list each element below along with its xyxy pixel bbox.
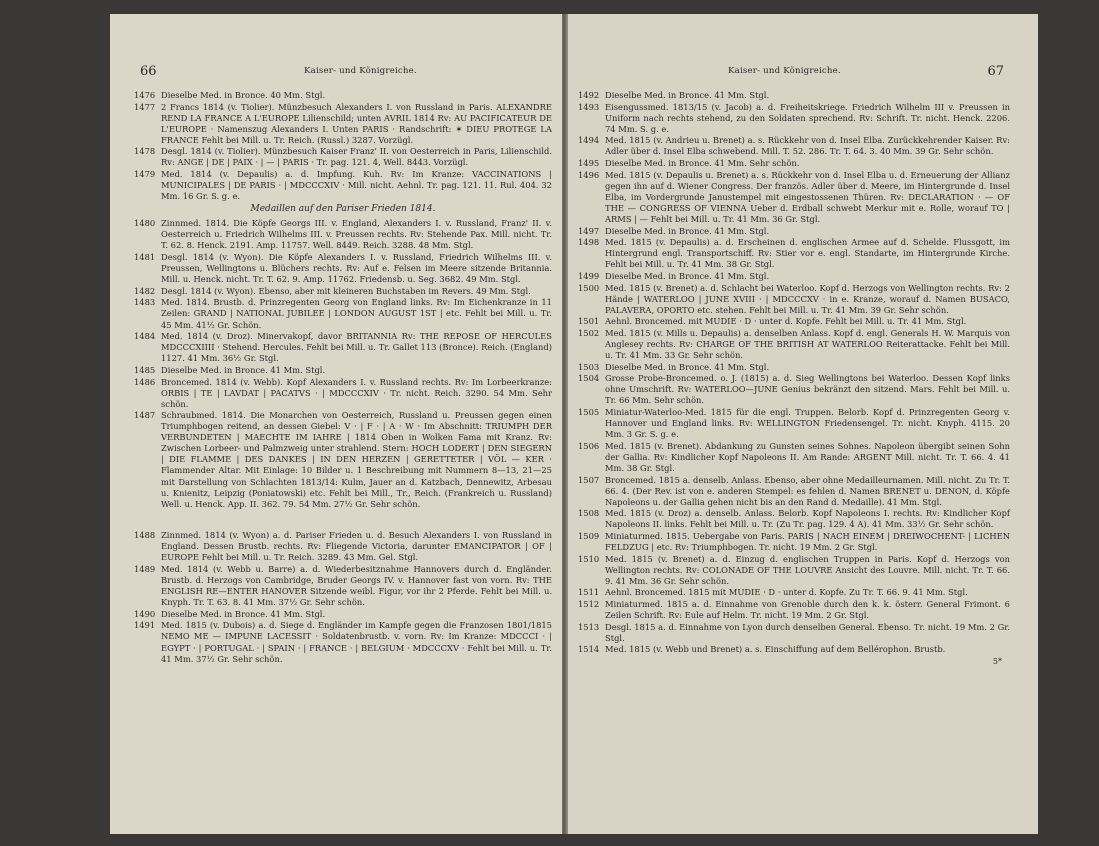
entry-number: 1491 [134,620,156,631]
running-title: Kaiser- und Königreiche. [304,66,417,76]
catalog-entry [134,377,552,410]
entry-text: Dieselbe Med. in Bronce. 41 Mm. Stgl. [161,364,326,375]
catalog-entry [134,102,552,146]
catalog-entry [578,587,1010,598]
catalog-entry [578,508,1010,530]
entry-number: 1498 [578,237,600,248]
catalog-entry [578,644,1010,655]
catalog-entry [578,407,1010,440]
catalog-entry [578,271,1010,282]
entry-text: Dieselbe Med. in Bronce. 41 Mm. Stgl. [605,361,770,372]
catalog-entry [134,564,552,608]
catalog-entry [578,599,1010,621]
entry-text: Med. 1814 (v. Droz). Minervakopf, davor BRITANNIA Rv: THE REPOSE OF HERCULES MDCCCXIIII · Stehend. Hercules. Fehlt bei Mill. u. Tr. Gallet 113 (Bronce). Reich. (England) 1127. 41 Mm. 36½ Gr. Stgl. [161,331,552,364]
catalog-entry [134,252,552,285]
right-page [568,14,1038,834]
left-page [110,14,562,834]
catalog-entry [578,475,1010,508]
entry-text: Med. 1815 (v. Webb und Brenet) a. s. Einschiffung auf dem Bellérophon. Brustb. [605,644,946,655]
entry-number: 1500 [578,282,600,293]
catalog-entry [578,316,1010,327]
entry-number: 1509 [578,530,600,541]
entry-number: 1482 [134,285,156,296]
entry-number: 1493 [578,101,600,112]
entry-text: Dieselbe Med. in Bronce. 41 Mm. Sehr schön. [605,158,800,169]
entry-text: Med. 1815 (v. Andrieu u. Brenet) a. s. Rückkehr von d. Insel Elba. Zurückkehrender Kaiser. Rv: Adler über d. Insel Elba schwebend. Mill. T. 52. 286. Tr. T. 64. 3. 40 Mm. 39 Gr. Sehr schön. [605,135,1010,157]
catalog-entry [578,373,1010,406]
left-entries [134,90,552,665]
entry-text: Aehnl. Broncemed. 1815 mit MUDIE · D · unter d. Kopfe. Zu Tr. T. 66. 9. 41 Mm. Stgl. [605,587,968,598]
catalog-entry [134,331,552,364]
entry-text: Med. 1815 (v. Brenet). Abdankung zu Gunsten seines Sohnes. Napoleon übergibt seinen Sohn der Gallia. Rv: Kindlicher Kopf Napoleons II. Am Rande: ARGENT Mill. nicht. Tr. T. 66. 4. 41 Mm. 38 Gr. Stgl. [605,440,1010,473]
entry-text: 2 Francs 1814 (v. Tiolier). Münzbesuch Alexanders I. von Russland in Paris. ALEXANDRE REND LA FRANCE A L'EUROPE Lilienschild; unten AVRIL 1814 Rv: AU PACIFICATEUR DE L'EUROPE · Namenszug Alexanders I. Unten PARIS · Randschrift: ✶ DIEU PROTEGE LA FRANCE Fehlt bei Mill. u. Tr. Reich. (Russl.) 3287. Vorzügl. [161,101,552,145]
entry-number: 1505 [578,407,600,418]
entry-number: 1488 [134,530,156,541]
entry-text: Schraubmed. 1814. Die Monarchen von Oesterreich, Russland u. Preussen gegen einen Triumphbogen reitend, an dessen Giebel: V · | F · | A · W · Im Abschnitt: TRIUMPH DER VERBUNDETEN | MAECHTE IM IAHRE | 1814 Oben in Wolken Fama mit Kranz. Rv: Zwischen Lorbeer- und Palmzweig unter strahlend. Stern: HOCH LODERT | DEN SIEGERN | DIE FLAMME | DES DANKES | IN DEN HERZEN | GERETTETER | VÖL — KER · Flammender Altar. Mit Einlage: 10 Bilder u. 1 Beschreibung mit Nummern 8—13, 21—25 mit Darstellung von Schlachten 1813/14: Kulm, Jauer an d. Katzbach, Dennewitz, Arbesau u. Knienitz, Leipzig (Poniatowski) etc. Fehlt bei Mill., Tr., Reich. (Frankreich u. Russland) Well. u. Henck. App. II. 362. 79. 54 Mm. 27½ Gr. Sehr schön. [161,410,552,509]
section-title: Medaillen auf den Pariser Frieden 1814. [250,204,436,215]
entries-list [578,90,1010,655]
entry-text: Grosse Probe-Broncemed. o. J. (1815) a. d. Sieg Wellingtons bei Waterloo. Dessen Kopf links ohne Umschrift. Rv: WATERLOO—JUNE Genius bekränzt den sitzend. Mars. Fehlt bei Mill. u. Tr. 66 Mm. Sehr schön. [605,373,1010,406]
catalog-entry [134,620,552,664]
catalog-entry [578,622,1010,644]
entry-text: Med. 1814 (v. Depaulis) a. d. Impfung. Kuh. Rv: Im Kranze: VACCINATIONS | MUNICIPALES | DE PARIS · | MDCCCXIV · Mill. nicht. Aehnl. Tr. pag. 121. 11. Rul. 404. 32 Mm. 16 Gr. S. g. e. [161,169,552,202]
entry-number: 1497 [578,225,600,236]
catalog-entry [578,170,1010,225]
entry-text: Broncemed. 1815 a. denselb. Anlass. Ebenso, aber ohne Medailleurnamen. Mill. nicht. Zu Tr. T. 66. 4. (Der Rev. ist von e. anderen Stempel: es fehlen d. Namen BRENET u. DENON, d. Köpfe Napoleons u. der Gallia gehen nicht bis an den Rand d. Medaille). 41 Mm. Stgl. [605,474,1010,507]
entry-text: Med. 1815 (v. Depaulis) a. d. Erscheinen d. englischen Armee auf d. Schelde. Flussgott, im Hintergrund engl. Transportschiff. Rv: Stier vor e. engl. Standarte, im Hintergrunde Kirche. Fehlt bei Mill. u. Tr. 41 Mm. 38 Gr. Stgl. [605,237,1010,270]
entry-number: 1507 [578,474,600,485]
right-running-head [578,64,1010,82]
entry-text: Miniaturmed. 1815. Uebergabe von Paris. PARIS | NACH EINEM | DREIWOCHENT- | LICHEN FELDZUG | etc. Rv: Triumphbogen. Tr. nicht. 19 Mm. 2 Gr. Stgl. [605,530,1010,552]
right-entries [578,90,1010,667]
entry-number: 1480 [134,218,156,229]
catalog-entry [134,609,552,620]
entry-number: 1508 [578,508,600,519]
running-title: Kaiser- und Königreiche. [728,66,841,76]
entry-number: 1511 [578,587,600,598]
catalog-entry [578,283,1010,316]
catalog-entry [134,410,552,509]
entry-number: 1504 [578,373,600,384]
entry-number: 1513 [578,621,600,632]
entry-number: 1486 [134,376,156,387]
catalog-entry [134,530,552,563]
entries-bottom [134,530,552,664]
catalog-entry [578,102,1010,135]
catalog-entry [134,297,552,330]
entry-number: 1495 [578,158,600,169]
catalog-entry [578,441,1010,474]
blank-space [134,510,552,530]
catalog-entry [134,286,552,297]
entry-text: Desgl. 1814 (v. Wyon). Ebenso, aber mit kleineren Buchstaben im Revers. 49 Mm. Stgl. [161,285,531,296]
entry-number: 1510 [578,553,600,564]
catalog-entry [578,531,1010,553]
entries-before [134,90,552,202]
entry-number: 1494 [578,135,600,146]
entry-text: Desgl. 1814 (v. Wyon). Die Köpfe Alexanders I. v. Russland, Friedrich Wilhelms III. v. Preussen, Wellingtons u. Blüchers rechts. Rv: Auf e. Felsen im Meere sitzende Britannia. Mill. u. Henck. nicht. Tr. T. 62. 9. Amp. 11762. Friedensb. u. Seg. 3682. 49 Mm. Stgl. [161,252,552,285]
catalog-entry [578,237,1010,270]
entry-number: 1485 [134,364,156,375]
entry-text: Miniaturmed. 1815 a. d. Einnahme von Grenoble durch den k. k. österr. General Frimont. 6 Zeilen Schrift. Rv: Eule auf Helm. Tr. nicht. 19 Mm. 2 Gr. Stgl. [605,598,1010,621]
entry-text: Dieselbe Med. in Bronce. 41 Mm. Stgl. [161,608,326,619]
entry-text: Dieselbe Med. in Bronce. 41 Mm. Stgl. [605,90,770,100]
page-number: 67 [987,64,1004,79]
entry-number: 1490 [134,608,156,619]
entry-number: 1487 [134,410,156,421]
entry-number: 1476 [134,90,156,100]
entry-number: 1489 [134,564,156,574]
entries-after [134,218,552,509]
entry-number: 1481 [134,252,156,263]
entry-text: Desgl. 1815 a. d. Einnahme von Lyon durch denselben General. Ebenso. Tr. nicht. 19 Mm. 2 Gr. Stgl. [605,621,1010,643]
entry-text: Med. 1815 (v. Dubois) a. d. Siege d. Engländer im Kampfe gegen die Franzosen 1801/1815 NEMO ME — IMPUNE LACESSIT · Soldatenbrustb. v. vorn. Rv: Im Kranze: MDCCCI · | EGYPT · | PORTUGAL · | SPAIN · | FRANCE · | BELGIUM · MDCCCXV · Fehlt bei Mill. u. Tr. 41 Mm. 37½ Gr. Sehr schön. [161,620,552,664]
entry-text: Dieselbe Med. in Bronce. 41 Mm. Stgl. [605,225,770,236]
catalog-entry [134,169,552,202]
catalog-entry [578,135,1010,157]
entry-number: 1514 [578,644,600,655]
entry-text: Miniatur-Waterloo-Med. 1815 für die engl. Truppen. Belorb. Kopf d. Prinzregenten Georg v. Hannover und England links. Rv: WELLINGTON Friedensengel. Tr. nicht. Knyph. 4115. 20 Mm. 3 Gr. S. g. e. [605,407,1010,440]
entry-number: 1502 [578,327,600,338]
entry-number: 1484 [134,331,156,342]
entry-text: Broncemed. 1814 (v. Webb). Kopf Alexanders I. v. Russland rechts. Rv: Im Lorbeerkranze: ORBIS | TE | LAVDAT | PACATVS · | MDCCCXIV · Tr. nicht. Reich. 3290. 54 Mm. Sehr schön. [161,376,552,409]
entry-number: 1496 [578,169,600,180]
entry-number: 1499 [578,270,600,281]
entry-number: 1479 [134,169,156,180]
catalog-entry [578,90,1010,101]
entry-number: 1477 [134,101,156,112]
entry-text: Med. 1815 (v. Droz) a. denselb. Anlass. Belorb. Kopf Napoleons I. rechts. Rv: Kindlicher Kopf Napoleons II. links. Fehlt bei Mill. u. Tr. (Zu Tr. pag. 129. 4 A). 41 Mm. 33½ Gr. Sehr schön. [605,508,1010,530]
left-running-head [134,64,552,82]
entry-number: 1478 [134,146,156,157]
entry-text: Aehnl. Broncemed. mit MUDIE · D · unter d. Kopfe. Fehlt bei Mill. u. Tr. 41 Mm. Stgl. [605,316,967,327]
entry-text: Zinnmed. 1814. Die Köpfe Georgs III. v. England, Alexanders I. v. Russland, Franz' II. v. Oesterreich u. Friedrich Wilhelms III. v. Preussen rechts. Rv: Stehende Pax. Mill. nicht. Tr. T. 62. 8. Henck. 2191. Amp. 11757. Well. 8449. Reich. 3288. 48 Mm. Stgl. [161,218,552,251]
catalog-entry [134,90,552,101]
entry-text: Med. 1815 (v. Brenet) a. d. Einzug d. englischen Truppen in Paris. Kopf d. Herzogs von Wellington rechts. Rv: COLONADE OF THE LOUVRE Ansicht des Louvre. Mill. nicht. Tr. T. 66. 9. 41 Mm. 36 Gr. Sehr schön. [605,553,1010,586]
entry-number: 1492 [578,90,600,100]
catalog-entry [134,146,552,168]
catalog-entry [134,365,552,376]
entry-text: Dieselbe Med. in Bronce. 41 Mm. Stgl. [605,270,770,281]
catalog-entry [578,226,1010,237]
entry-number: 1501 [578,316,600,327]
entry-number: 1483 [134,297,156,308]
entry-text: Med. 1815 (v. Depaulis u. Brenet) a. s. Rückkehr von d. Insel Elba u. d. Erneuerung der Allianz gegen ihn auf d. Wiener Congress. Der französ. Adler über d. Meere, im Hintergrunde d. Insel Elba, im Vordergrunde Janustempel mit eingestossenen Thüren. Rv: DECLARATION · — OF THE — CONGRESS OF VIENNA Ueber d. Erdball schwebt Merkur mit e. Rolle, worauf TO | ARMS | — Fehlt bei Mill. u. Tr. 41 Mm. 36 Gr. Stgl. [605,169,1010,224]
catalog-entry [578,158,1010,169]
catalog-entry [578,362,1010,373]
entry-number: 1512 [578,598,600,609]
entry-text: Med. 1814 (v. Webb u. Barre) a. d. Wiederbesitznahme Hannovers durch d. Engländer. Brustb. d. Herzogs von Cambridge, Bruder Georgs IV. v. Hannover fast von vorn. Rv: THE ENGLISH RE—ENTER HANOVER Sitzende weibl. Figur, vor ihr 2 Pferde. Fehlt bei Mill. u. Knyph. Tr. T. 63. 8. 41 Mm. 37½ Gr. Sehr schön. [161,564,552,608]
entry-text: Dieselbe Med. in Bronce. 40 Mm. Stgl. [161,90,326,100]
entry-number: 1503 [578,361,600,372]
entry-text: Med. 1815 (v. Mills u. Depaulis) a. denselben Anlass. Kopf d. engl. Generals H. W. Marquis von Anglesey rechts. Rv: CHARGE OF THE BRITISH AT WATERLOO Reiterattacke. Fehlt bei Mill. u. Tr. 41 Mm. 33 Gr. Sehr schön. [605,327,1010,361]
entry-number: 1506 [578,440,600,451]
catalog-entry [134,218,552,251]
entry-text: Desgl. 1814 (v. Tiolier). Münzbesuch Kaiser Franz' II. von Oesterreich in Paris, Lilienschild. Rv: ANGE | DE | PAIX · | — | PARIS · Tr. pag. 121. 4, Well. 8443. Vorzügl. [161,146,552,168]
page-number: 66 [140,64,157,79]
entry-text: Med. 1815 (v. Brenet) a. d. Schlacht bei Waterloo. Kopf d. Herzogs von Wellington rechts. Rv: 2 Hände | WATERLOO | JUNE XVIII · | MDCCCXV · in e. Kranze, worauf d. Namen BUSACO, PALAVERA, OPORTO etc. stehen. Fehlt bei Mill. u. Tr. 41 Mm. 39 Gr. Sehr schön. [605,282,1010,315]
catalog-entry [578,554,1010,587]
catalog-entry [578,328,1010,361]
entry-text: Eisengussmed. 1813/15 (v. Jacob) a. d. Freiheitskriege. Friedrich Wilhelm III v. Preussen in Uniform nach rechts stehend, zu den Soldaten sprechend. Rv: Schrift. Tr. nicht. Henck. 2206. 74 Mm. S. g. e. [605,101,1010,134]
entry-text: Zinnmed. 1814 (v. Wyon) a. d. Pariser Frieden u. d. Besuch Alexanders I. von Russland in England. Dessen Brustb. rechts. Rv: Fliegende Victoria, darunter EMANCIPATOR | OF | EUROPE Fehlt bei Mill. u. Tr. Reich. 3289. 43 Mm. Gel. Stgl. [161,530,552,563]
signature-mark: 5* [992,657,1002,666]
entry-text: Med. 1814. Brustb. d. Prinzregenten Georg von England links. Rv: Im Eichenkranze in 11 Zeilen: GRAND | NATIONAL JUBILEE | LONDON AUGUST 1ST | etc. Fehlt bei Mill. u. Tr. 45 Mm. 41½ Gr. Schön. [161,297,552,330]
